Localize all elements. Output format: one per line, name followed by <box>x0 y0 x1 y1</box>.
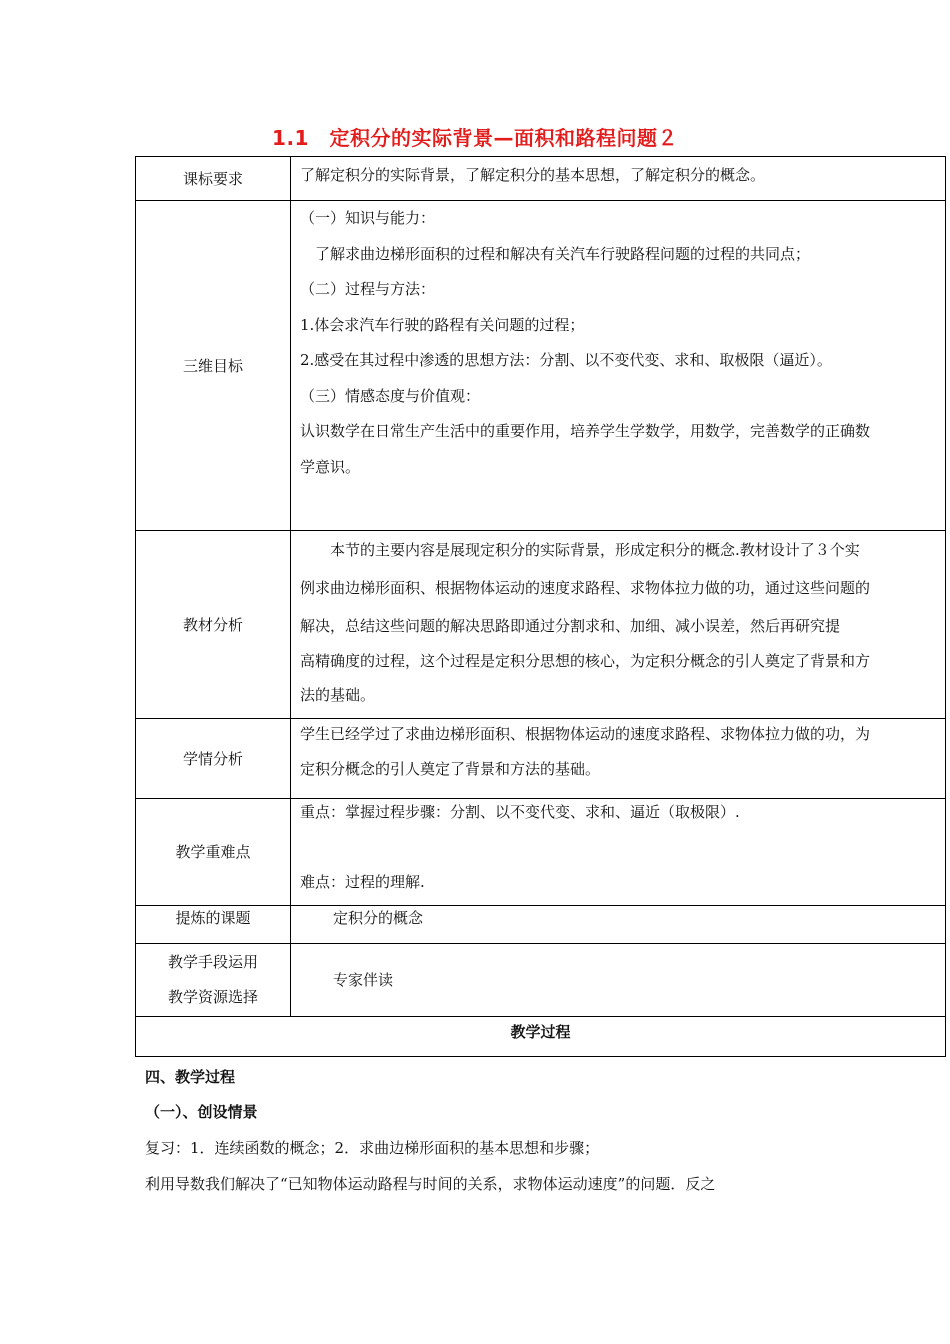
textbook-line: 高精确度的过程，这个过程是定积分思想的核心，为定积分概念的引人奠定了背景和方 <box>300 652 871 670</box>
objective-line: 2.感受在其过程中渗透的思想方法：分割、以不变代变、求和、取极限（逼近）。 <box>300 351 832 369</box>
content-topic <box>291 906 946 944</box>
table-row-textbook <box>136 531 946 719</box>
label-standards: 课标要求 <box>136 157 291 201</box>
lesson-plan-table <box>135 156 946 1057</box>
document-title: 1.1 定积分的实际背景—面积和路程问题２ <box>272 126 678 150</box>
objective-line: 认识数学在日常生产生活中的重要作用，培养学生学数学，用数学，完善数学的正确数 <box>300 422 871 440</box>
table-row-objectives <box>136 201 946 531</box>
students-line: 学生已经学过了求曲边梯形面积、根据物体运动的速度求路程、求物体拉力做的功，为 <box>300 725 871 743</box>
objective-line: 学意识。 <box>300 457 361 476</box>
label-objectives: 三维目标 <box>136 201 291 531</box>
intro-paragraph: 利用导数我们解决了“已知物体运动路程与时间的关系，求物体运动速度”的问题．反之 <box>145 1175 716 1193</box>
objective-line: （一）知识与能力： <box>300 209 436 227</box>
objective-line: 了解求曲边梯形面积的过程和解决有关汽车行驶路程问题的过程的共同点； <box>300 244 811 263</box>
objective-line: 1.体会求汽车行驶的路程有关问题的过程； <box>300 315 585 334</box>
label-methods <box>136 944 291 1017</box>
spacer <box>300 825 939 869</box>
textbook-line: 本节的主要内容是展现定积分的实际背景，形成定积分的概念.教材设计了３个实 <box>300 541 860 559</box>
section-heading: 四、教学过程 <box>145 1068 236 1086</box>
table-row-topic <box>136 906 946 944</box>
difficult-point: 难点：过程的理解. <box>300 873 425 891</box>
students-line: 定积分概念的引人奠定了背景和方法的基础。 <box>300 760 601 778</box>
methods-text: 专家伴读 <box>333 971 394 989</box>
textbook-line: 例求曲边梯形面积、根据物体运动的速度求路程、求物体拉力做的功，通过这些问题的 <box>300 579 871 597</box>
label-students: 学情分析 <box>136 719 291 799</box>
topic-text: 定积分的概念 <box>333 909 424 927</box>
content-textbook <box>291 531 946 719</box>
content-objectives <box>291 201 946 531</box>
review-paragraph: 复习：1．连续函数的概念；2．求曲边梯形面积的基本思想和步骤； <box>145 1139 600 1157</box>
table-row-keypoints <box>136 799 946 906</box>
label-methods-line1: 教学手段运用 <box>167 953 258 971</box>
key-point: 重点：掌握过程步骤：分割、以不变代变、求和、逼近（取极限）. <box>300 803 740 821</box>
table-row-methods <box>136 944 946 1017</box>
objective-line: （三）情感态度与价值观： <box>300 386 481 405</box>
content-keypoints <box>291 799 946 906</box>
table-row-process-header <box>136 1017 946 1057</box>
content-students <box>291 719 946 799</box>
sub-heading: （一）、创设情景 <box>145 1103 258 1121</box>
process-header: 教学过程 <box>136 1017 946 1057</box>
textbook-line: 解决，总结这些问题的解决思路即通过分割求和、加细、减小误差，然后再研究提 <box>300 617 841 635</box>
label-methods-line2: 教学资源选择 <box>167 988 258 1006</box>
objective-line: （二）过程与方法： <box>300 280 436 298</box>
content-standards: 了解定积分的实际背景，了解定积分的基本思想，了解定积分的概念。 <box>291 157 946 201</box>
label-keypoints: 教学重难点 <box>136 799 291 906</box>
table-row-standards <box>136 157 946 201</box>
label-topic: 提炼的课题 <box>136 906 291 944</box>
content-methods <box>291 944 946 1017</box>
textbook-line: 法的基础。 <box>300 686 376 704</box>
table-row-students <box>136 719 946 799</box>
label-textbook: 教材分析 <box>136 531 291 719</box>
